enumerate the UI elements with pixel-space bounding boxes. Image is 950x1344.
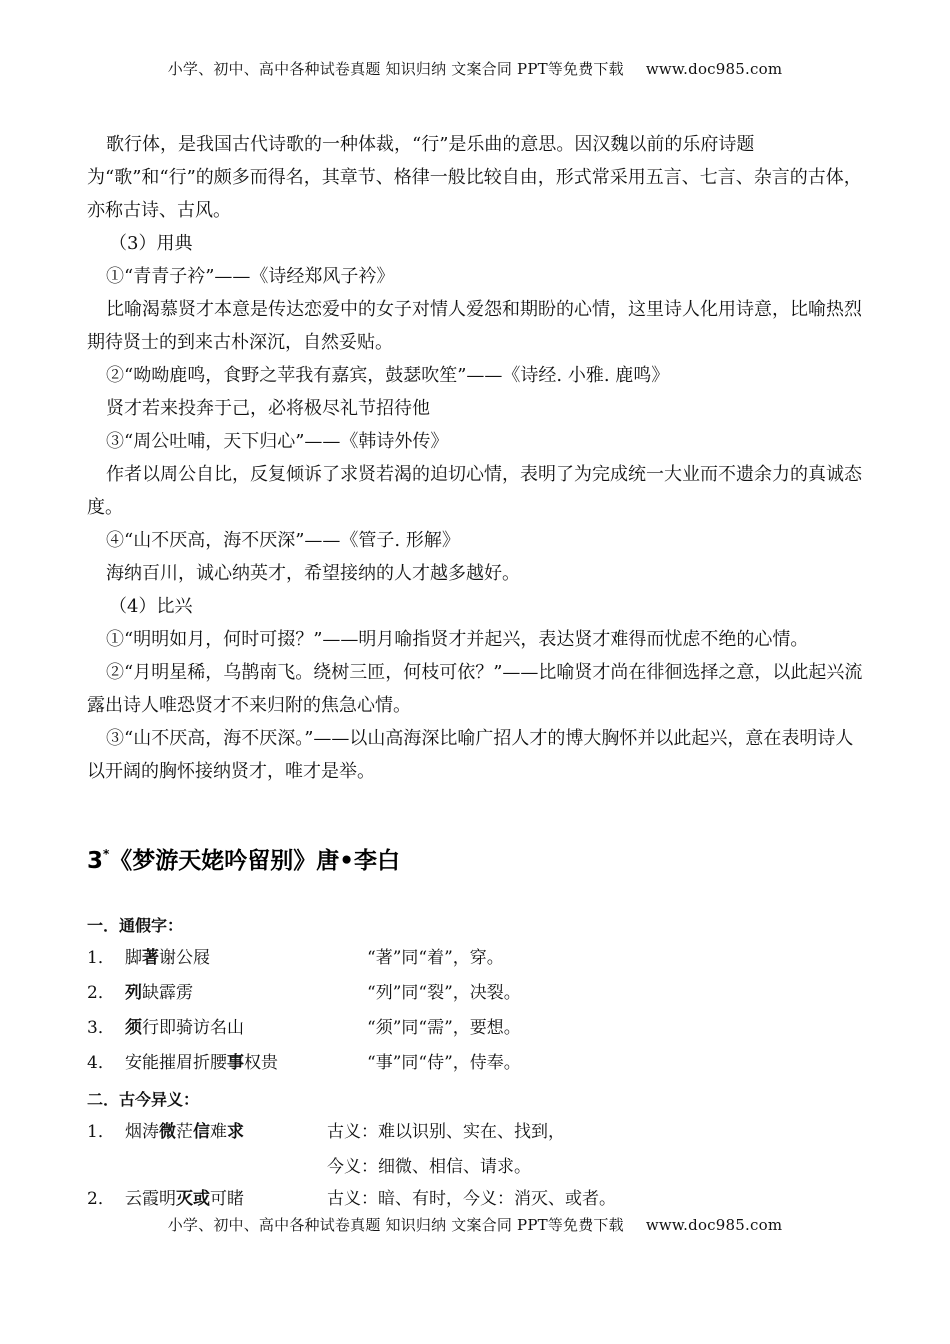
item-number: 2． xyxy=(87,983,115,1003)
item-number: 1． xyxy=(87,1122,115,1142)
item-term: 须行即骑访名山 xyxy=(125,1018,244,1038)
ancient-meaning: 古义：难以识别、实在、找到， xyxy=(327,1122,565,1142)
item-number: 2． xyxy=(87,1189,115,1209)
lesson-title xyxy=(87,842,400,875)
page-footer xyxy=(0,1214,950,1235)
item-explanation: “著”同“着”，穿。 xyxy=(367,948,504,968)
section-heading-gujinyiyi: 二．古今异义： xyxy=(87,1090,200,1109)
item-term: 脚著谢公屐 xyxy=(125,948,210,968)
ancient-modern-meaning: 古义：暗、有时，今义：消灭、或者。 xyxy=(327,1189,616,1209)
allusion-4: ④“山不厌高，海不厌深”——《管子. 形解》 xyxy=(106,530,460,551)
modern-meaning: 今义：细微、相信、请求。 xyxy=(327,1157,531,1177)
page-header xyxy=(0,58,950,79)
bixing-1: ①“明明如月，何时可掇？”——明月喻指贤才并起兴，表达贤才难得而忧虑不绝的心情。 xyxy=(106,629,809,650)
item-term: 云霞明灭或可睹 xyxy=(125,1189,244,1209)
item-explanation: “事”同“侍”，侍奉。 xyxy=(367,1053,521,1073)
bixing-2: ②“月明星稀，乌鹊南飞。绕树三匝，何枝可依？”——比喻贤才尚在徘徊选择之意，以此起兴流露出诗人唯恐贤才不来归附的焦急心情。 xyxy=(87,662,863,716)
allusion-3: ③“周公吐哺，天下归心”——《韩诗外传》 xyxy=(106,431,449,452)
key-char: 须 xyxy=(125,1018,142,1038)
item-number: 4． xyxy=(87,1053,115,1073)
allusion-1-explanation: 比喻渴慕贤才本意是传达恋爱中的女子对情人爱怨和期盼的心情，这里诗人化用诗意，比喻热烈期待贤士的到来古朴深沉，自然妥贴。 xyxy=(87,299,862,353)
header-url: www.doc985.com xyxy=(645,60,783,78)
item-number: 3． xyxy=(87,1018,115,1038)
lesson-number: 3 xyxy=(87,848,104,874)
item-term: 列缺霹雳 xyxy=(125,983,193,1003)
item-term: 烟涛微茫信难求 xyxy=(125,1122,244,1142)
body-text xyxy=(87,128,863,788)
paragraph-gexingti: 歌行体，是我国古代诗歌的一种体裁，“行”是乐曲的意思。因汉魏以前的乐府诗题为“歌”和“行”的颇多而得名，其章节、格律一般比较自由，形式常采用五言、七言、杂言的古体，亦称古诗、古风。 xyxy=(87,134,862,221)
subheading-diangu: （3）用典 xyxy=(109,233,193,254)
item-term: 安能摧眉折腰事权贵 xyxy=(125,1053,278,1073)
allusion-3-explanation: 作者以周公自比，反复倾诉了求贤若渴的迫切心情，表明了为完成统一大业而不遗余力的真诚态度。 xyxy=(87,464,862,518)
lesson-star: * xyxy=(103,847,110,861)
allusion-4-explanation: 海纳百川，诚心纳英才，希望接纳的人才越多越好。 xyxy=(106,563,520,584)
allusion-1: ①“青青子衿”——《诗经郑风子衿》 xyxy=(106,266,395,287)
key-char: 著 xyxy=(142,948,159,968)
allusion-2: ②“呦呦鹿鸣，食野之苹我有嘉宾，鼓瑟吹笙”——《诗经. 小雅. 鹿鸣》 xyxy=(106,365,670,386)
item-explanation: “列”同“裂”，决裂。 xyxy=(367,983,521,1003)
lesson-title-text: 《梦游天姥吟留别》唐•李白 xyxy=(109,848,400,874)
footer-text: 小学、初中、高中各种试卷真题 知识归纳 文案合同 PPT等免费下载 xyxy=(167,1216,624,1234)
bixing-3: ③“山不厌高，海不厌深。”——以山高海深比喻广招人才的博大胸怀并以此起兴，意在表明诗人以开阔的胸怀接纳贤才，唯才是举。 xyxy=(87,728,854,782)
footer-url: www.doc985.com xyxy=(645,1216,783,1234)
item-explanation: “须”同“需”，要想。 xyxy=(367,1018,521,1038)
allusion-2-explanation: 贤才若来投奔于己，必将极尽礼节招待他 xyxy=(106,398,430,419)
header-text: 小学、初中、高中各种试卷真题 知识归纳 文案合同 PPT等免费下载 xyxy=(167,60,624,78)
item-number: 1． xyxy=(87,948,115,968)
subheading-bixing: （4）比兴 xyxy=(109,596,193,617)
key-char: 列 xyxy=(125,983,142,1003)
key-char: 事 xyxy=(227,1053,244,1073)
section-heading-tongjiazi: 一．通假字： xyxy=(87,916,184,935)
